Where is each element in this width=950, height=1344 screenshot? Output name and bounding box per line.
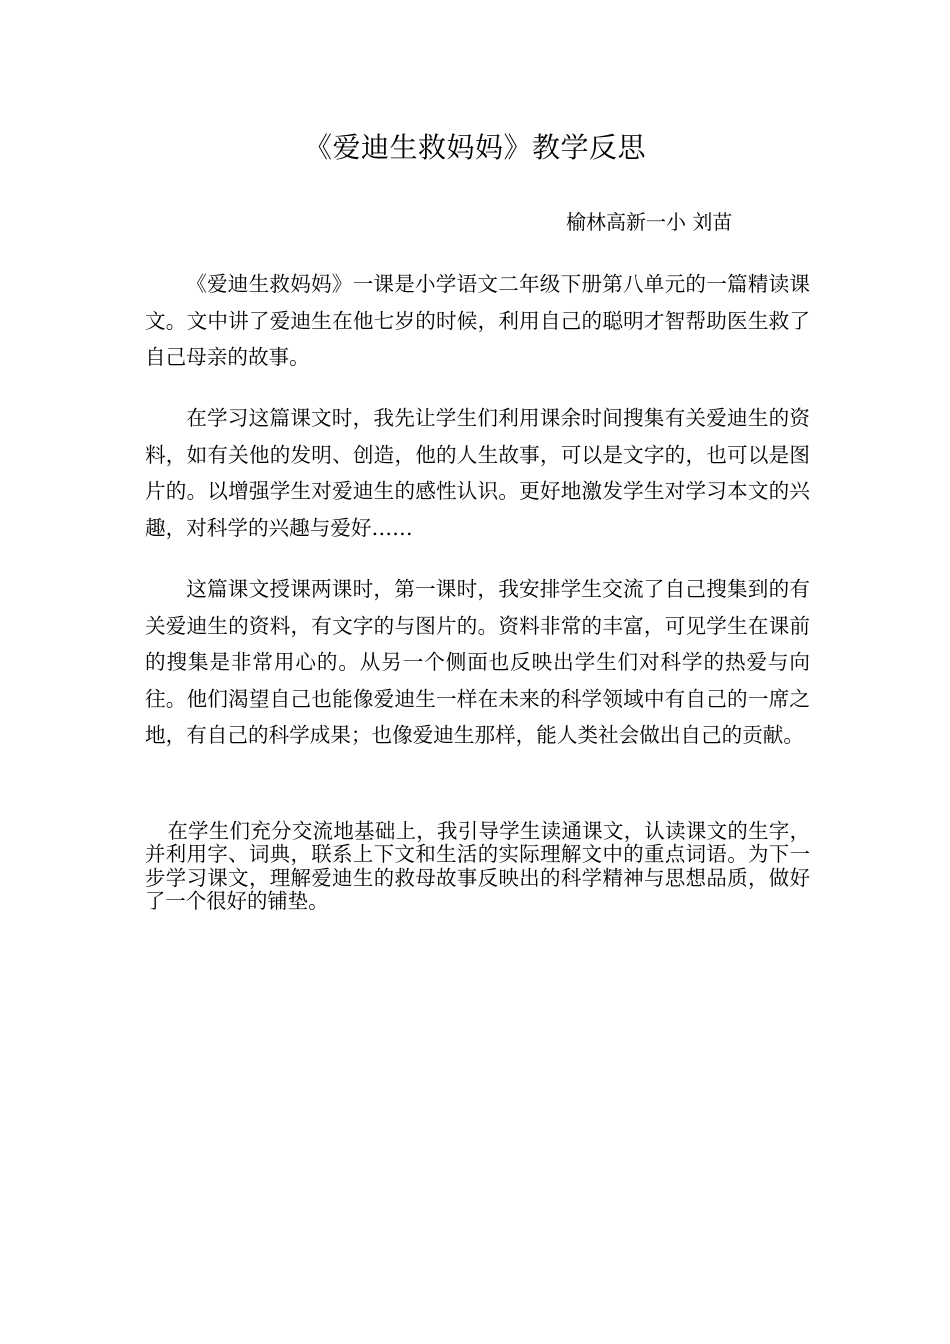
- paragraph-2: 在学习这篇课文时，我先让学生们利用课余时间搜集有关爱迪生的资料，如有关他的发明、创造，他的人生故事，可以是文字的，也可以是图片的。以增强学生对爱迪生的感性认识。更好地激发学生对学习本文的兴趣，对科学的兴趣与爱好……: [145, 406, 810, 540]
- page-title: 《爱迪生救妈妈》教学反思: [303, 131, 646, 164]
- author-line: 榆林高新一小 刘苗: [566, 210, 733, 234]
- paragraph-4: 在学生们充分交流地基础上，我引导学生读通课文，认读课文的生字，并利用字、词典，联系上下文和生活的实际理解文中的重点词语。为下一步学习课文，理解爱迪生的救母故事反映出的科学精神与思想品质，做好了一个很好的铺垫。: [145, 819, 810, 914]
- paragraph-1: 《爱迪生救妈妈》一课是小学语文二年级下册第八单元的一篇精读课文。文中讲了爱迪生在他七岁的时候，利用自己的聪明才智帮助医生救了自己母亲的故事。: [145, 272, 810, 370]
- paragraph-3: 这篇课文授课两课时，第一课时，我安排学生交流了自己搜集到的有关爱迪生的资料，有文字的与图片的。资料非常的丰富，可见学生在课前的搜集是非常用心的。从另一个侧面也反映出学生们对科学的热爱与向往。他们渴望自己也能像爱迪生一样在未来的科学领域中有自己的一席之地，有自己的科学成果；也像爱迪生那样，能人类社会做出自己的贡献。: [145, 577, 810, 748]
